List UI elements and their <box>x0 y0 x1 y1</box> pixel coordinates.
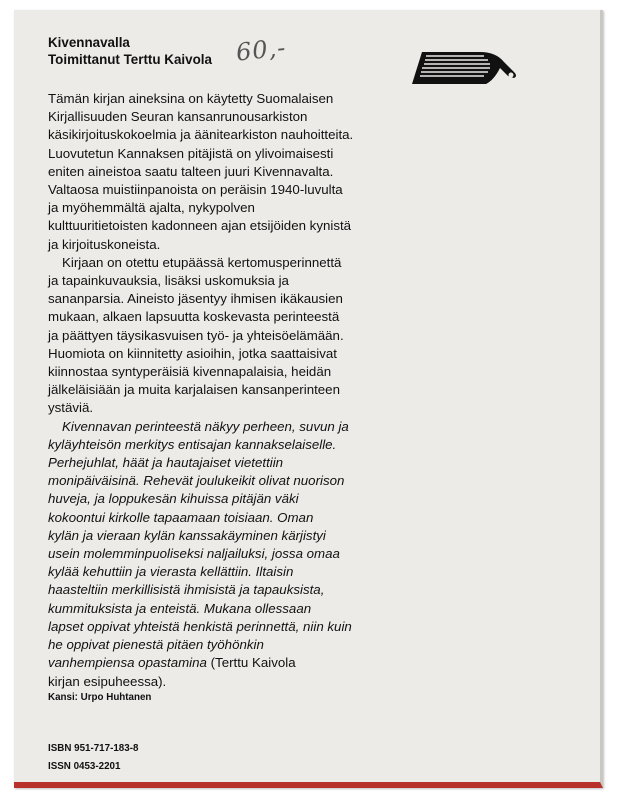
blurb-attribution: (Terttu Kaivola <box>206 655 296 671</box>
handwritten-price: 60,- <box>234 33 288 67</box>
blurb-line: kyläyhteisön merkitys entisajan kannakselaiselle. <box>48 436 337 452</box>
blurb-line: kylän ja vieraan kylän kanssakäyminen kärjistyi <box>48 527 326 543</box>
blurb-line: kulttuuritietoisten kadonneen ajan etsijöiden kynistä <box>48 218 352 234</box>
blurb-line: Luovutetun Kannaksen pitäjistä on ylivoimaisesti <box>48 145 334 161</box>
blurb-line: eniten aineistoa saatu talteen juuri Kivennavalta. <box>48 163 334 179</box>
blurb-line: ja päättyen täysikasvuisen työ- ja yhteisöelämään. <box>48 327 344 343</box>
blurb-line: kummituksista ja enteistä. Mukana ollessaan <box>48 600 312 616</box>
book-back-cover <box>14 10 603 788</box>
blurb-line <box>48 654 408 672</box>
blurb-line: mukaan, alkaen lapsuutta koskevasta perinteestä <box>48 309 340 325</box>
blurb-line: kiinnostaa syntyperäisiä kivennapalaisia, heidän <box>48 364 332 380</box>
blurb-line: sananparsia. Aineisto jäsentyy ihmisen ikäkausien <box>48 291 343 307</box>
blurb-line: Kirjallisuuden Seuran kansanrunousarkiston <box>48 109 308 125</box>
blurb-line-text: vanhempiensa opastamina <box>48 655 207 671</box>
blurb-line: ystäviä. <box>48 400 94 416</box>
blurb-paragraph <box>48 254 408 418</box>
blurb-attribution-line: kirjan esipuheessa). <box>48 673 167 689</box>
blurb-line: Huomiota on kiinnitetty asioihin, jotka saattaisivat <box>48 345 337 361</box>
blurb-line: Kirjaan on otettu etupäässä kertomusperinnettä <box>62 254 342 270</box>
isbn-number: ISBN 951-717-183-8 <box>48 743 139 754</box>
blurb-line: usein molemminpuoliseksi naljailuksi, jossa omaa <box>48 546 340 562</box>
book-header <box>48 34 212 68</box>
blurb-line: he oppivat pienestä pitäen työhönkin <box>48 637 264 653</box>
harp-kantele-logo <box>408 44 518 92</box>
blurb-line: Valtaosa muistiinpanoista on peräisin 1940-luvulta <box>48 182 343 198</box>
blurb-line: jälkeläisiään ja muita karjalaisen kansanperinteen <box>48 382 340 398</box>
blurb-line: huveja, ja loppukesän kihuissa pitäjän väki <box>48 491 299 507</box>
isbn-block <box>48 740 138 776</box>
blurb-paragraph <box>48 90 408 254</box>
blurb-line: käsikirjoituskokoelmia ja äänitearkiston nauhoitteita. <box>48 127 354 143</box>
logo-year: 1831 <box>436 85 452 92</box>
blurb-paragraph <box>48 418 408 691</box>
blurb-line: lapset oppivat yhteistä henkistä perinnettä, niin kuin <box>48 618 352 634</box>
issn-number: ISSN 0453-2201 <box>48 761 121 772</box>
blurb-line: ja tapainkuvauksia, lisäksi uskomuksia ja <box>48 273 289 289</box>
blurb-text <box>48 90 408 691</box>
blurb-line: haasteltiin merkillisistä ihmisistä ja tapauksista, <box>48 582 325 598</box>
cover-designer-credit: Kansi: Urpo Huhtanen <box>48 692 152 703</box>
book-title: Kivennavalla <box>48 35 130 50</box>
blurb-line: Perhejuhlat, häät ja hautajaiset vietettiin <box>48 455 284 471</box>
book-editor: Toimittanut Terttu Kaivola <box>48 52 212 67</box>
blurb-line: Kivennavan perinteestä näkyy perheen, suvun ja <box>62 418 349 434</box>
blurb-line: monipäiväisinä. Rehevät joulukeikit olivat nuorison <box>48 473 345 489</box>
blurb-line: kylää kehuttiin ja vierasta kellättiin. Iltaisin <box>48 564 294 580</box>
blurb-line: Tämän kirjan aineksina on käytetty Suomalaisen <box>48 91 334 106</box>
blurb-line: kokoontui kirkolle tapaamaan toisiaan. Oman <box>48 509 314 525</box>
blurb-line: ja kirjoituskoneista. <box>48 236 161 252</box>
blurb-line: ja myöhemmältä ajalta, nykypolven <box>48 200 255 216</box>
